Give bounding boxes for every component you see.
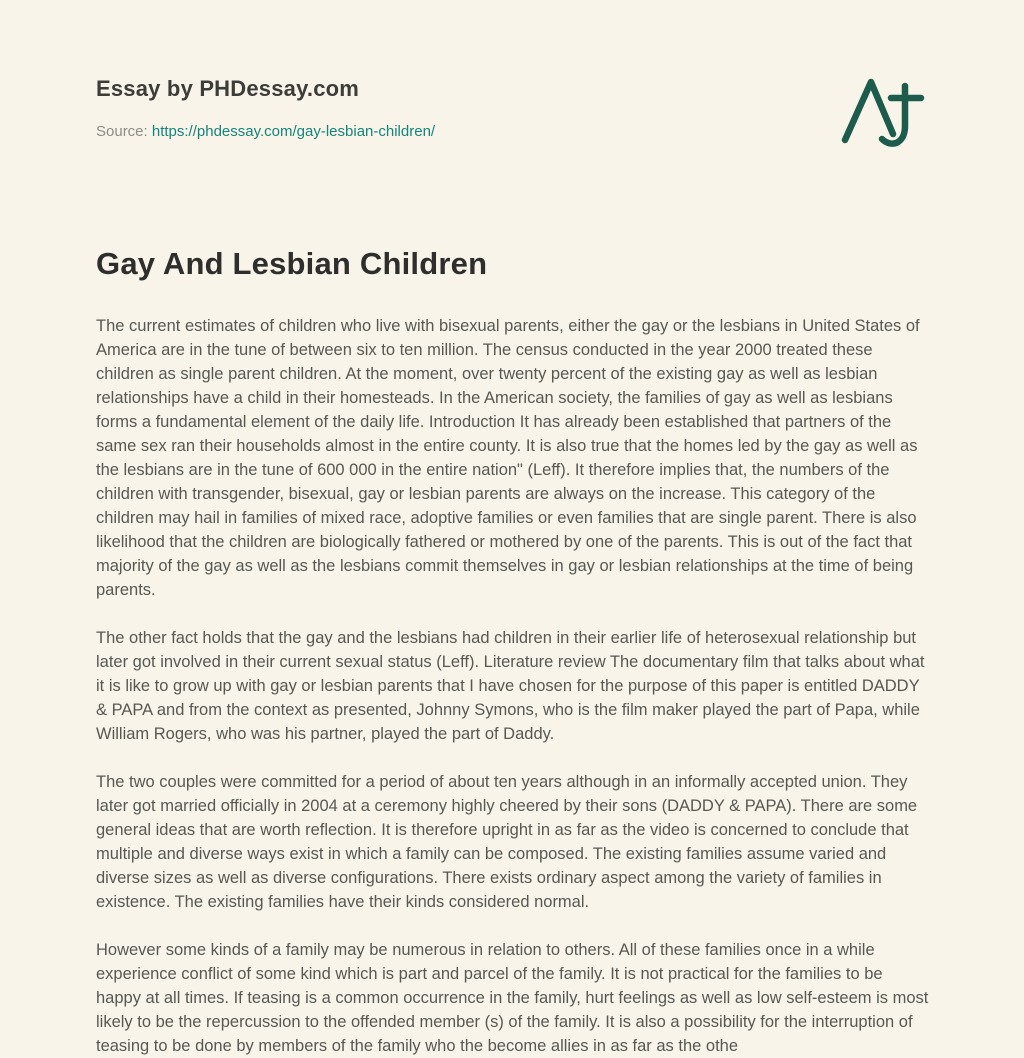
source-line [96,123,929,140]
essay-paragraph: However some kinds of a family may be numerous in relation to others. All of these families once in a while experience conflict of some kind which is part and parcel of the family. It is not practical for the families to be happy at all times. If teasing is a common occurrence in the family, hurt feelings as well as low self-esteem is most likely to be the repercussion to the offended member (s) of the family. It is also a possibility for the interruption of teasing to be done by members of the family who the become allies in as far as the othe [96,941,929,1055]
site-title: Essay by PHDessay.com [96,76,360,101]
page-header [96,76,929,166]
essay-body [96,314,929,1058]
phdessay-logo-icon [837,72,929,164]
essay-title: Gay And Lesbian Children [96,246,488,281]
essay-paragraph: The other fact holds that the gay and the lesbians had children in their earlier life of heterosexual relationship but later got involved in their current sexual status (Leff). Literature review The documentary film that talks about what it is like to grow up with gay or lesbian parents that I have chosen for the purpose of this paper is entitled DADDY & PAPA and from the context as presented, Johnny Symons, who is the film maker played the part of Papa, while William Rogers, who was his partner, played the part of Daddy. [96,629,925,743]
source-label: Source: [96,123,148,140]
source-link[interactable]: https://phdessay.com/gay-lesbian-children/ [151,123,436,140]
essay-paragraph: The two couples were committed for a period of about ten years although in an informally accepted union. They later got married officially in 2004 at a ceremony highly cheered by their sons (DADDY & PAPA). There are some general ideas that are worth reflection. It is therefore upright in as far as the video is concerned to conclude that multiple and diverse ways exist in which a family can be composed. The existing families assume varied and diverse sizes as well as diverse configurations. There exists ordinary aspect among the variety of families in existence. The existing families have their kinds considered normal. [96,773,918,911]
essay-paragraph: The current estimates of children who live with bisexual parents, either the gay or the lesbians in United States of America are in the tune of between six to ten million. The census conducted in the year 2000 treated these children as single parent children. At the moment, over twenty percent of the existing gay as well as lesbian relationships have a child in their homesteads. In the American society, the families of gay as well as lesbians forms a fundamental element of the daily life. Introduction It has already been established that partners of the same sex ran their households almost in the entire county. It is also true that the homes led by the gay as well as the lesbians are in the tune of 600 000 in the entire nation" (Leff). It therefore implies that, the numbers of the children with transgender, bisexual, gay or lesbian parents are always on the increase. This category of the children may hail in families of mixed race, adoptive families or even families that are single parent. There is also likelihood that the children are biologically fathered or mothered by one of the parents. This is out of the fact that majority of the gay as well as the lesbians commit themselves in gay or lesbian relationships at the time of being parents. [96,317,920,599]
